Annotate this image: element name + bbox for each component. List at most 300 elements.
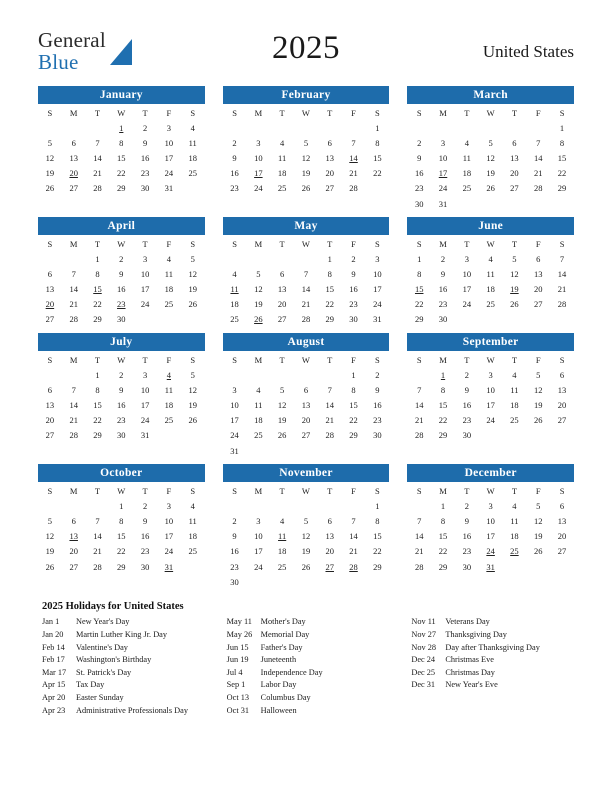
weekday-header-row: [38, 484, 205, 498]
holiday-list-item: [223, 616, 390, 629]
week-row: [407, 266, 574, 281]
holiday-name: Tax Day: [76, 680, 105, 690]
day-cell-empty: [550, 559, 574, 574]
weekday-header: T: [327, 486, 333, 497]
day-cell: 17: [486, 531, 495, 542]
day-cell: 11: [486, 268, 495, 279]
day-cell: 16: [462, 531, 472, 542]
day-cell: 3: [166, 500, 171, 511]
holiday-name: Day after Thanksgiving Day: [445, 642, 540, 652]
day-cell-empty: [157, 312, 181, 327]
day-cell: 26: [45, 561, 55, 572]
day-cell-empty: [270, 120, 294, 135]
day-cell: 14: [93, 531, 102, 542]
day-cell-empty: [223, 251, 247, 266]
day-cell: 28: [557, 299, 567, 310]
day-cell-empty: [407, 367, 431, 382]
holiday-name: Veterans Day: [445, 617, 490, 627]
month-title: May: [223, 217, 390, 235]
weekday-header: S: [47, 486, 53, 497]
weekday-header: F: [351, 355, 356, 366]
week-row: [223, 443, 390, 458]
day-cell: 3: [142, 369, 148, 380]
brand-name-general: General: [38, 28, 106, 52]
day-cell: 8: [417, 268, 422, 279]
day-cell: 28: [69, 314, 78, 325]
day-cell: 9: [142, 515, 148, 526]
month-block: [223, 333, 390, 458]
day-cell: 12: [486, 152, 495, 163]
day-cell: 5: [256, 268, 261, 279]
week-row: [223, 574, 390, 589]
day-cell: 22: [93, 299, 102, 310]
holiday-name: Father's Day: [260, 642, 303, 652]
day-cell: 21: [533, 168, 543, 179]
day-cell: 14: [69, 400, 78, 411]
day-cell: 28: [301, 314, 311, 325]
weekday-header: S: [190, 108, 196, 118]
day-cell: 18: [277, 546, 287, 557]
week-row: [223, 282, 390, 297]
day-cell-holiday: 17: [438, 168, 448, 179]
day-cell: 2: [232, 515, 237, 526]
weekday-header: T: [464, 486, 470, 497]
day-cell-empty: [526, 312, 550, 327]
holiday-date: Dec 31: [411, 680, 436, 690]
day-cell: 25: [254, 430, 263, 441]
day-cell: 18: [188, 531, 197, 542]
day-cell-empty: [526, 428, 550, 443]
week-row: [407, 120, 574, 135]
weekday-header: T: [142, 108, 148, 118]
day-cell: 3: [488, 369, 493, 380]
day-cell: 20: [533, 284, 543, 295]
day-cell: 6: [71, 137, 76, 148]
weekday-header: S: [375, 108, 380, 118]
day-cell: 27: [557, 546, 567, 557]
holiday-list-item: [407, 616, 574, 629]
week-row: [407, 413, 574, 428]
day-cell: 12: [510, 268, 519, 279]
day-cell: 23: [117, 415, 126, 426]
holiday-list-item: [38, 679, 205, 692]
day-cell: 11: [462, 152, 471, 163]
day-cell: 21: [557, 284, 567, 295]
day-cell-empty: [181, 312, 205, 327]
holiday-date: Apr 20: [42, 692, 66, 702]
weekday-header: S: [375, 239, 380, 250]
day-cell: 15: [325, 284, 334, 295]
holiday-date: Nov 11: [411, 617, 436, 627]
day-cell-empty: [342, 498, 366, 513]
day-cell: 25: [510, 415, 519, 426]
holiday-name: New Year's Eve: [445, 680, 498, 690]
weekday-header: F: [351, 239, 356, 250]
week-row: [38, 181, 205, 196]
day-cell: 15: [93, 400, 102, 411]
week-row: [223, 382, 390, 397]
day-cell: 31: [438, 198, 448, 209]
day-cell: 13: [301, 400, 311, 411]
weekday-header: T: [511, 355, 518, 366]
day-cell-holiday: 20: [69, 168, 78, 179]
week-row: [38, 282, 205, 297]
week-row: [38, 367, 205, 382]
day-cell: 4: [280, 137, 285, 148]
day-cell-holiday: 26: [254, 314, 263, 325]
weekday-header: M: [439, 486, 447, 497]
day-cell: 22: [349, 415, 358, 426]
day-cell-holiday: 28: [349, 561, 358, 572]
day-cell: 19: [188, 400, 197, 411]
day-cell-empty: [38, 251, 62, 266]
week-row: [38, 150, 205, 165]
page-title-year: 2025: [272, 30, 340, 66]
day-cell: 10: [140, 268, 150, 279]
weekday-header: S: [190, 239, 196, 250]
week-row: [38, 513, 205, 528]
day-cell: 18: [277, 168, 287, 179]
day-cell: 20: [557, 400, 567, 411]
day-cell: 7: [71, 384, 76, 395]
weekday-header: F: [351, 108, 356, 118]
day-cell: 18: [188, 152, 197, 163]
day-cell: 31: [230, 445, 239, 456]
day-cell: 17: [140, 284, 150, 295]
day-cell: 22: [93, 415, 102, 426]
day-cell: 2: [351, 253, 356, 264]
month-calendar-table: [38, 106, 205, 196]
day-cell: 16: [140, 531, 150, 542]
holiday-list-item: [407, 642, 574, 655]
day-cell: 4: [256, 384, 261, 395]
day-cell: 6: [559, 500, 565, 511]
day-cell: 6: [47, 268, 53, 279]
day-cell: 8: [119, 137, 124, 148]
day-cell: 20: [301, 415, 311, 426]
weekday-header: S: [232, 486, 237, 497]
day-cell: 22: [557, 168, 567, 179]
day-cell: 5: [488, 137, 493, 148]
day-cell-holiday: 13: [69, 531, 78, 542]
day-cell: 18: [230, 299, 239, 310]
day-cell: 28: [414, 561, 424, 572]
holiday-date: Oct 31: [226, 705, 250, 715]
day-cell: 22: [325, 299, 334, 310]
month-block: [407, 464, 574, 589]
day-cell-empty: [365, 443, 389, 458]
day-cell: 30: [140, 561, 150, 572]
day-cell: 25: [188, 546, 197, 557]
day-cell-empty: [38, 120, 62, 135]
weekday-header: T: [511, 108, 518, 118]
day-cell: 28: [325, 430, 334, 441]
day-cell: 21: [349, 168, 358, 179]
weekday-header: T: [464, 355, 470, 366]
week-row: [223, 559, 390, 574]
day-cell: 8: [351, 384, 356, 395]
day-cell-empty: [342, 574, 366, 589]
day-cell: 4: [488, 253, 493, 264]
weekday-header: T: [279, 486, 285, 497]
day-cell: 18: [254, 415, 263, 426]
day-cell: 24: [254, 183, 263, 194]
day-cell: 31: [373, 314, 382, 325]
day-cell: 7: [417, 384, 422, 395]
day-cell: 3: [142, 253, 148, 264]
day-cell: 5: [280, 384, 285, 395]
month-calendar-table: [407, 237, 574, 327]
day-cell: 15: [373, 531, 382, 542]
day-cell: 22: [373, 168, 382, 179]
week-row: [223, 367, 390, 382]
day-cell: 23: [438, 299, 448, 310]
weekday-header: S: [47, 355, 53, 366]
day-cell: 29: [414, 314, 424, 325]
day-cell: 12: [188, 384, 197, 395]
day-cell: 6: [327, 515, 332, 526]
day-cell: 8: [375, 515, 380, 526]
day-cell: 19: [45, 168, 55, 179]
day-cell: 13: [533, 268, 543, 279]
day-cell: 22: [117, 168, 126, 179]
day-cell-empty: [270, 574, 294, 589]
week-row: [38, 428, 205, 443]
day-cell: 12: [45, 531, 55, 542]
day-cell: 6: [512, 137, 517, 148]
day-cell: 6: [303, 384, 309, 395]
day-cell: 11: [164, 268, 173, 279]
month-calendar-table: [223, 106, 390, 196]
day-cell: 28: [93, 183, 102, 194]
day-cell: 26: [510, 299, 519, 310]
day-cell-empty: [479, 312, 503, 327]
week-row: [407, 282, 574, 297]
page-title-country: United States: [482, 42, 574, 61]
day-cell: 31: [164, 183, 174, 194]
weekday-header: T: [511, 486, 518, 497]
day-cell: 29: [325, 314, 334, 325]
holiday-date: May 26: [226, 629, 253, 639]
day-cell: 22: [414, 299, 424, 310]
day-cell: 3: [375, 253, 380, 264]
week-row: [223, 498, 390, 513]
weekday-header: S: [559, 486, 565, 497]
day-cell: 1: [375, 122, 380, 133]
week-row: [38, 135, 205, 150]
weekday-header-row: [38, 353, 205, 367]
day-cell: 10: [486, 515, 495, 526]
week-row: [38, 266, 205, 281]
day-cell: 13: [510, 152, 519, 163]
day-cell-holiday: 20: [45, 299, 55, 310]
day-cell-empty: [246, 498, 270, 513]
day-cell-empty: [270, 251, 294, 266]
brand-logo-text: [38, 30, 106, 73]
day-cell: 21: [414, 415, 424, 426]
day-cell: 2: [417, 137, 422, 148]
day-cell-empty: [407, 498, 431, 513]
month-title: March: [407, 86, 574, 104]
day-cell: 21: [93, 168, 102, 179]
month-calendar-table: [223, 353, 390, 458]
day-cell: 21: [325, 415, 334, 426]
day-cell: 18: [462, 168, 472, 179]
day-cell: 10: [462, 268, 472, 279]
day-cell: 19: [533, 531, 543, 542]
day-cell: 27: [69, 561, 78, 572]
day-cell: 14: [93, 152, 102, 163]
day-cell: 11: [188, 515, 197, 526]
day-cell: 27: [510, 183, 519, 194]
day-cell: 12: [533, 384, 543, 395]
day-cell: 26: [277, 430, 287, 441]
day-cell: 30: [462, 561, 472, 572]
day-cell-holiday: 24: [486, 546, 495, 557]
holiday-name: Halloween: [260, 705, 297, 715]
day-cell: 4: [190, 500, 195, 511]
month-calendar-table: [407, 484, 574, 574]
week-row: [223, 181, 390, 196]
day-cell: 5: [47, 515, 53, 526]
weekday-header: S: [559, 355, 565, 366]
day-cell: 2: [464, 500, 469, 511]
holiday-date: Dec 24: [411, 655, 436, 665]
day-cell: 20: [510, 168, 519, 179]
day-cell: 14: [533, 152, 543, 163]
holiday-date: May 11: [226, 617, 252, 627]
day-cell-empty: [86, 498, 110, 513]
day-cell: 9: [232, 531, 237, 542]
holiday-list-item: [38, 642, 205, 655]
day-cell: 10: [164, 515, 174, 526]
day-cell: 5: [303, 137, 309, 148]
day-cell: 11: [188, 137, 197, 148]
weekday-header: T: [94, 355, 101, 366]
month-title: December: [407, 464, 574, 482]
day-cell: 21: [69, 415, 78, 426]
week-row: [38, 413, 205, 428]
holiday-name: New Year's Day: [76, 617, 130, 627]
day-cell: 19: [254, 299, 263, 310]
day-cell: 30: [230, 576, 239, 587]
day-cell: 16: [414, 168, 424, 179]
month-calendar-table: [223, 484, 390, 589]
day-cell-empty: [294, 120, 318, 135]
week-row: [223, 544, 390, 559]
day-cell: 13: [45, 284, 55, 295]
day-cell: 24: [164, 168, 174, 179]
day-cell: 29: [117, 183, 126, 194]
day-cell: 25: [188, 168, 197, 179]
week-row: [407, 181, 574, 196]
weekday-header: S: [232, 355, 237, 366]
day-cell: 23: [462, 415, 472, 426]
day-cell: 7: [303, 268, 309, 279]
day-cell: 7: [417, 515, 422, 526]
holiday-name: Labor Day: [260, 680, 297, 690]
day-cell: 25: [277, 561, 287, 572]
week-row: [407, 297, 574, 312]
day-cell: 1: [119, 500, 124, 511]
day-cell: 31: [140, 430, 150, 441]
day-cell: 14: [414, 400, 424, 411]
month-calendar-table: [223, 237, 390, 327]
day-cell: 14: [349, 531, 358, 542]
day-cell: 25: [486, 299, 495, 310]
month-block: [407, 333, 574, 458]
holiday-list-item: [407, 679, 574, 692]
day-cell: 18: [164, 400, 174, 411]
day-cell: 30: [438, 314, 448, 325]
day-cell-holiday: 11: [278, 531, 287, 542]
day-cell-empty: [526, 120, 550, 135]
day-cell-holiday: 1: [119, 122, 124, 133]
day-cell: 13: [277, 284, 287, 295]
day-cell: 18: [164, 284, 174, 295]
weekday-header: W: [486, 108, 495, 118]
day-cell: 1: [95, 253, 100, 264]
weekday-header-row: [407, 106, 574, 120]
weekday-header-row: [223, 237, 390, 251]
day-cell: 12: [301, 152, 311, 163]
day-cell: 6: [47, 384, 53, 395]
day-cell-empty: [246, 251, 270, 266]
day-cell-empty: [270, 367, 294, 382]
month-block: [407, 86, 574, 211]
day-cell: 11: [254, 400, 263, 411]
week-row: [223, 397, 390, 412]
day-cell: 8: [559, 137, 565, 148]
day-cell: 11: [278, 152, 287, 163]
day-cell: 19: [45, 546, 55, 557]
weekday-header: T: [279, 239, 285, 250]
day-cell: 27: [277, 314, 287, 325]
month-calendar-table: [407, 353, 574, 443]
holidays-column: [38, 616, 205, 717]
day-cell: 3: [440, 137, 446, 148]
day-cell: 10: [254, 152, 263, 163]
holiday-name: Easter Sunday: [76, 692, 124, 702]
day-cell-empty: [342, 443, 366, 458]
day-cell-empty: [479, 428, 503, 443]
day-cell: 6: [536, 253, 541, 264]
day-cell: 8: [375, 137, 380, 148]
day-cell: 26: [533, 546, 543, 557]
day-cell-empty: [318, 498, 342, 513]
holiday-date: Mar 17: [42, 667, 67, 677]
weekday-header: S: [559, 239, 565, 250]
day-cell: 16: [438, 284, 448, 295]
day-cell: 4: [190, 122, 195, 133]
holiday-name: Christmas Day: [445, 667, 495, 677]
month-calendar-table: [407, 106, 574, 211]
day-cell-holiday: 27: [325, 561, 334, 572]
week-row: [407, 135, 574, 150]
day-cell-empty: [479, 196, 503, 211]
day-cell: 17: [230, 415, 239, 426]
weekday-header: M: [69, 239, 78, 250]
weekday-header: S: [559, 108, 565, 118]
day-cell: 26: [486, 183, 495, 194]
day-cell-empty: [526, 559, 550, 574]
day-cell: 18: [510, 400, 519, 411]
day-cell: 3: [232, 384, 237, 395]
month-block: [223, 464, 390, 589]
weekday-header-row: [407, 237, 574, 251]
day-cell: 12: [301, 531, 311, 542]
day-cell: 30: [462, 430, 472, 441]
